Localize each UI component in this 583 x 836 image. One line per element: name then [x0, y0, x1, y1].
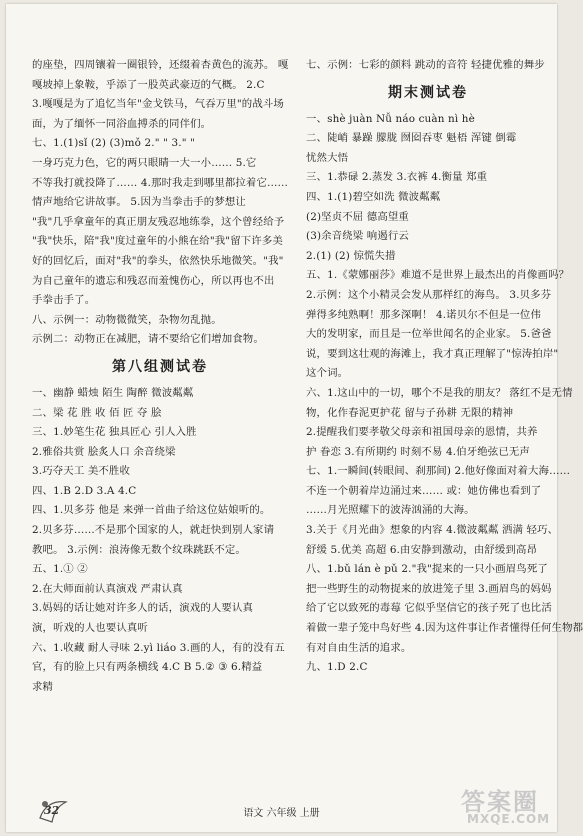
text-line: 好的回忆后，面对"我"的拳头，依然快乐地微笑。"我"	[32, 254, 284, 267]
text-line: 3.巧夺天工 美不胜收	[32, 465, 130, 478]
text-line: 大的发明家，而且是一位举世闻名的企业家。 5.爸爸	[306, 328, 552, 341]
text-line: 手拳击手了。	[32, 294, 96, 307]
text-line: 这个词。	[306, 367, 349, 380]
watermark-logo-text: 答案圈	[461, 788, 539, 816]
text-line: 的座垫，四周镶着一圈银铃，还缀着杏黄色的流苏。 嘎	[32, 59, 289, 71]
text-line: 2.示例：这个小精灵会发从那样红的海鸟。 3.贝多芬	[306, 288, 552, 301]
text-line: 不等我打就投降了…… 4.那时我走到哪里都拉着它……	[32, 176, 289, 189]
text-line: 护 眷恋 3.有所期约 时刻不易 4.伯牙绝弦已无声	[306, 445, 530, 458]
text-line: 3.关于《月光曲》想象的内容 4.微波粼粼 洒满 轻巧、	[306, 524, 559, 537]
text-line: 四、1.(1)碧空如洗 微波粼粼	[306, 190, 441, 203]
text-line: 2.贝多芬……不是那个国家的人，就赶快到别人家请	[32, 524, 275, 537]
document-page	[6, 4, 583, 832]
text-line: 七、1.一瞬间(转眼间、刹那间) 2.他好像面对着大海……	[306, 465, 571, 478]
text-line: 六、1.收藏 耐人寻味 2.yì liáo 3.画的人，有的没有五	[32, 641, 285, 654]
text-line: ……月光照耀下的波涛汹涌的大海。	[306, 504, 475, 517]
text-line: 四、1.贝多芬 他是 来弹一首曲子给这位姑娘听的。	[32, 504, 271, 517]
text-line: 官，有的脸上只有两条横线 4.C B 5.② ③ 6.精益	[32, 661, 263, 674]
text-line: 把一些野生的动物捉来的放进笼子里 3.画眉鸟的妈妈	[306, 582, 552, 595]
text-line: 面，为了缅怀一同浴血搏杀的同伴们。	[32, 117, 212, 130]
text-line: 八、1.bǔ lán è pǔ 2."我"捉来的一只小画眉鸟死了	[306, 563, 548, 576]
text-line: 不连一个朝着岸边涌过来…… 或：她仿佛也看到了	[306, 484, 542, 497]
text-line: 舒缓 5.优美 高超 6.由安静到激动，由舒缓到高昂	[306, 543, 538, 556]
text-line: 2.在大师面前认真演戏 严肃认真	[32, 582, 183, 595]
text-line: 五、1.《蒙娜丽莎》难道不是世界上最杰出的肖像画吗？	[306, 269, 570, 282]
text-line: 2.提醒我们要孝敬父母亲和祖国母亲的恩情，共养	[306, 426, 538, 439]
text-line: (3)余音绕梁 响遏行云	[306, 230, 409, 243]
final-exam-answers	[306, 110, 583, 678]
final-exam-title: 期末测试卷	[388, 84, 468, 101]
text-line: 示例二：动物正在减肥，请不要给它们增加食物。	[32, 333, 264, 346]
text-line: 九、1.D 2.C	[306, 661, 368, 674]
text-line: 2.雅俗共赏 脍炙人口 余音绕梁	[32, 445, 176, 458]
text-line: 一、shè juàn Nǚ náo cuàn nì hè	[306, 112, 475, 125]
text-line: 教吧。 3.示例：浪涛像无数个纹珠跳跃不定。	[32, 543, 246, 556]
text-line: 七、1.(1)sǐ (2) (3)mǒ 2." " 3." "	[32, 137, 196, 150]
text-line: 情声地给它讲故事。 5.因为当拳击手的梦想让	[32, 196, 246, 209]
text-line: 一、幽静 蜡烛 陌生 陶醉 微波粼粼	[32, 386, 194, 399]
page-footer: 语文 六年级 上册	[243, 808, 320, 819]
text-line: 给了它以致死的毒莓 它似乎坚信它的孩子死了也比活	[306, 602, 552, 615]
text-line: "我"几乎拿童年的真正朋友残忍地练拳，这个曾经给予	[32, 215, 285, 228]
text-line: 说，要到这壮观的海滩上，我才真正理解了"惊涛拍岸"	[306, 347, 559, 360]
page-number: 32	[44, 804, 60, 817]
text-line: 有对自由生活的追求。	[306, 641, 412, 654]
left-column	[32, 56, 288, 697]
text-line: "我"快乐，陪"我"度过童年的小熊在给"我"留下许多美	[32, 235, 283, 248]
text-line: 三、1.恭碌 2.蒸发 3.衣裤 4.衡量 郑重	[306, 171, 488, 184]
text-line: 六、1.这山中的一切，哪个不是我的朋友？ 落红不是无情	[306, 386, 573, 399]
text-line: (2)坚贞不屈 德高望重	[306, 210, 409, 223]
watermark-url: MXQE.COM	[467, 812, 551, 826]
section7-answers	[32, 56, 288, 350]
text-line: 三、1.妙笔生花 独具匠心 引人入胜	[32, 426, 197, 439]
text-line: 弹得多纯熟啊！那多深啊！ 4.诺贝尔不但是一位伟	[306, 308, 542, 321]
text-line: 为自己童年的遗忘和残忍而羞愧伤心，所以再也不出	[32, 274, 275, 287]
right-column	[306, 56, 583, 678]
text-line: 物，化作春泥更护花 留与子孙耕 无限的精神	[306, 406, 514, 419]
text-line: 七、示例：七彩的颜料 跳动的音符 轻捷优雅的舞步	[306, 59, 545, 71]
text-line: 演，听戏的人也要认真听	[32, 622, 148, 635]
section8-answers	[32, 384, 288, 698]
text-line: 3.嘎嘎是为了追忆当年"金戈铁马，气吞万里"的战斗场	[32, 98, 284, 111]
text-line: 二、梁 花 胜 收 佰 匠 夺 脍	[32, 406, 162, 419]
text-line: 嘎坡掉上象鞍，乎添了一股英武豪迈的气概。 2.C	[32, 78, 265, 91]
text-line: 2.(1) (2) 惊慌失措	[306, 249, 396, 262]
watermark	[461, 782, 561, 832]
text-line: 四、1.B 2.D 3.A 4.C	[32, 484, 137, 497]
text-line: 五、1.① ②	[32, 563, 88, 576]
text-line: 八、示例一：动物微微笑，杂物勿乱抛。	[32, 313, 222, 326]
text-line: 二、陡峭 暴躁 朦胧 囫囵吞枣 魁梧 浑键 倒霉	[306, 132, 517, 145]
text-line: 着做一辈子笼中鸟好些 4.因为这件事让作者懂得任何生物都	[306, 622, 583, 635]
text-line: 一身巧克力色，它的两只眼睛一大一小…… 5.它	[32, 156, 257, 169]
section8-title: 第八组测试卷	[112, 358, 208, 375]
text-line: 3.妈妈的话让她对许多人的话，演戏的人要认真	[32, 602, 254, 615]
text-line: 求精	[32, 680, 54, 693]
text-line: 忧然大悟	[306, 151, 349, 164]
